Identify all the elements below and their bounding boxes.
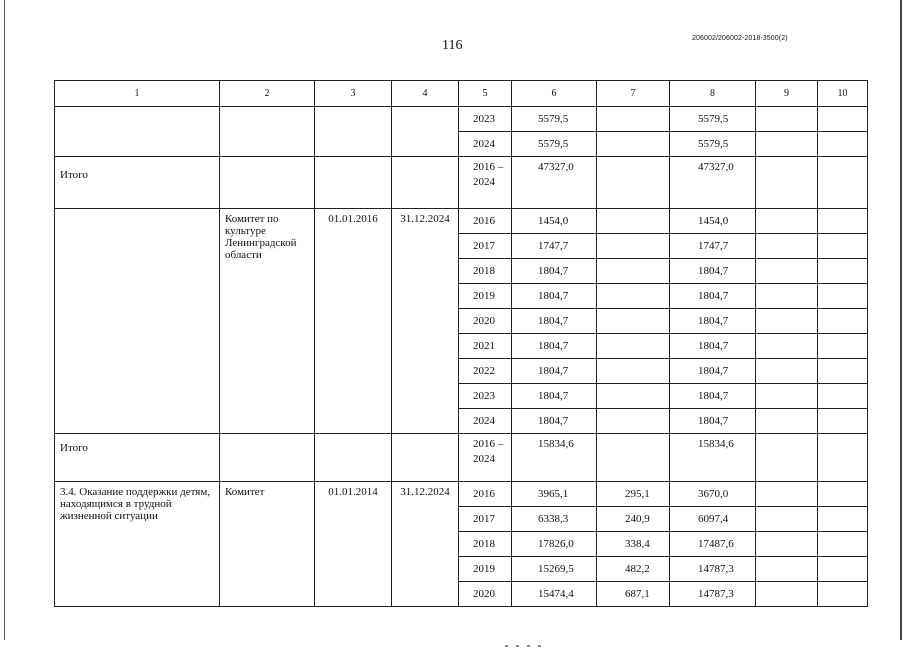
- federal-amount-cell: 482,2: [597, 557, 670, 582]
- total-amount-cell: 1454,0: [512, 209, 597, 234]
- regional-amount-cell: 1804,7: [670, 384, 756, 409]
- budget-table: [54, 80, 868, 607]
- header-cell: 6: [512, 81, 597, 107]
- empty-cell: [597, 157, 670, 209]
- end-date-cell: 31.12.2024: [392, 209, 459, 434]
- year-cell: 2017: [459, 507, 512, 532]
- total-amount-cell: 5579,5: [512, 132, 597, 157]
- total-row: [55, 157, 868, 209]
- empty-cell: [756, 409, 818, 434]
- regional-amount-cell: 5579,5: [670, 107, 756, 132]
- empty-cell: [818, 359, 868, 384]
- year-range-cell: [459, 157, 512, 209]
- regional-amount-cell: 3670,0: [670, 482, 756, 507]
- empty-cell: [756, 557, 818, 582]
- empty-cell: [756, 532, 818, 557]
- empty-cell: [756, 209, 818, 234]
- year-cell: 2019: [459, 557, 512, 582]
- header-cell: 10: [818, 81, 868, 107]
- total-label: Итого: [55, 157, 220, 209]
- header-cell: 4: [392, 81, 459, 107]
- regional-amount-cell: 6097,4: [670, 507, 756, 532]
- table-row: [55, 482, 868, 507]
- year-cell: 2024: [459, 409, 512, 434]
- empty-cell: [818, 132, 868, 157]
- federal-amount-cell: [597, 384, 670, 409]
- empty-cell: [818, 259, 868, 284]
- year-range-cell: [459, 434, 512, 482]
- regional-amount-cell: 14787,3: [670, 557, 756, 582]
- regional-amount-cell: 47327,0: [670, 157, 756, 209]
- total-amount-cell: 1804,7: [512, 284, 597, 309]
- empty-cell: [756, 157, 818, 209]
- federal-amount-cell: 687,1: [597, 582, 670, 607]
- empty-cell: [756, 582, 818, 607]
- total-amount-cell: 15834,6: [512, 434, 597, 482]
- federal-amount-cell: [597, 309, 670, 334]
- year-cell: 2023: [459, 384, 512, 409]
- year-cell: 2022: [459, 359, 512, 384]
- total-amount-cell: 17826,0: [512, 532, 597, 557]
- header-cell: 3: [315, 81, 392, 107]
- federal-amount-cell: [597, 107, 670, 132]
- regional-amount-cell: 1747,7: [670, 234, 756, 259]
- executor-cell: [220, 107, 315, 157]
- empty-cell: [220, 434, 315, 482]
- activity-name-cell: 3.4. Оказание поддержки детям, находящимся в трудной жизненной ситуации: [55, 482, 220, 607]
- empty-cell: [756, 384, 818, 409]
- empty-cell: [315, 157, 392, 209]
- empty-cell: [818, 384, 868, 409]
- empty-cell: [756, 284, 818, 309]
- executor-cell: Комитет по культуре Ленинградской области: [220, 209, 315, 434]
- empty-cell: [597, 434, 670, 482]
- year-to: 2024: [473, 453, 495, 465]
- federal-amount-cell: 295,1: [597, 482, 670, 507]
- empty-cell: [818, 334, 868, 359]
- year-from: 2016 –: [473, 438, 504, 450]
- empty-cell: [756, 359, 818, 384]
- empty-cell: [315, 434, 392, 482]
- end-date-cell: [392, 107, 459, 157]
- regional-amount-cell: 1804,7: [670, 259, 756, 284]
- total-amount-cell: 1804,7: [512, 309, 597, 334]
- total-amount-cell: 47327,0: [512, 157, 597, 209]
- empty-cell: [756, 309, 818, 334]
- year-cell: 2020: [459, 582, 512, 607]
- scan-marks: [505, 634, 565, 636]
- regional-amount-cell: 1804,7: [670, 409, 756, 434]
- regional-amount-cell: 1804,7: [670, 334, 756, 359]
- header-row: [55, 81, 868, 107]
- header-cell: 7: [597, 81, 670, 107]
- empty-cell: [756, 507, 818, 532]
- year-cell: 2018: [459, 259, 512, 284]
- empty-cell: [756, 334, 818, 359]
- year-cell: 2016: [459, 209, 512, 234]
- start-date-cell: 01.01.2014: [315, 482, 392, 607]
- year-to: 2024: [473, 176, 495, 188]
- empty-cell: [756, 434, 818, 482]
- total-amount-cell: 15474,4: [512, 582, 597, 607]
- federal-amount-cell: [597, 334, 670, 359]
- empty-cell: [818, 157, 868, 209]
- year-cell: 2019: [459, 284, 512, 309]
- regional-amount-cell: 5579,5: [670, 132, 756, 157]
- year-cell: 2018: [459, 532, 512, 557]
- empty-cell: [818, 309, 868, 334]
- table-row: [55, 209, 868, 234]
- total-amount-cell: 1804,7: [512, 259, 597, 284]
- regional-amount-cell: 1804,7: [670, 309, 756, 334]
- scan-edge-left: [4, 0, 5, 640]
- empty-cell: [392, 434, 459, 482]
- end-date-cell: 31.12.2024: [392, 482, 459, 607]
- total-amount-cell: 6338,3: [512, 507, 597, 532]
- empty-cell: [756, 234, 818, 259]
- empty-cell: [818, 482, 868, 507]
- empty-cell: [818, 507, 868, 532]
- executor-cell: Комитет: [220, 482, 315, 607]
- empty-cell: [756, 482, 818, 507]
- empty-cell: [756, 132, 818, 157]
- regional-amount-cell: 1804,7: [670, 284, 756, 309]
- header-cell: 5: [459, 81, 512, 107]
- federal-amount-cell: [597, 132, 670, 157]
- empty-cell: [818, 107, 868, 132]
- header-cell: 2: [220, 81, 315, 107]
- empty-cell: [392, 157, 459, 209]
- total-amount-cell: 1804,7: [512, 384, 597, 409]
- empty-cell: [818, 582, 868, 607]
- header-cell: 1: [55, 81, 220, 107]
- year-cell: 2023: [459, 107, 512, 132]
- empty-cell: [818, 557, 868, 582]
- regional-amount-cell: 14787,3: [670, 582, 756, 607]
- empty-cell: [818, 434, 868, 482]
- total-amount-cell: 1804,7: [512, 409, 597, 434]
- regional-amount-cell: 15834,6: [670, 434, 756, 482]
- year-cell: 2016: [459, 482, 512, 507]
- table-row: [55, 107, 868, 132]
- empty-cell: [818, 209, 868, 234]
- header-cell: 8: [670, 81, 756, 107]
- empty-cell: [818, 532, 868, 557]
- total-row: [55, 434, 868, 482]
- regional-amount-cell: 1804,7: [670, 359, 756, 384]
- federal-amount-cell: [597, 409, 670, 434]
- federal-amount-cell: 338,4: [597, 532, 670, 557]
- empty-cell: [756, 107, 818, 132]
- total-amount-cell: 3965,1: [512, 482, 597, 507]
- empty-cell: [756, 259, 818, 284]
- empty-cell: [818, 284, 868, 309]
- empty-cell: [818, 234, 868, 259]
- total-amount-cell: 1804,7: [512, 334, 597, 359]
- year-cell: 2020: [459, 309, 512, 334]
- start-date-cell: [315, 107, 392, 157]
- total-amount-cell: 15269,5: [512, 557, 597, 582]
- year-cell: 2024: [459, 132, 512, 157]
- federal-amount-cell: [597, 284, 670, 309]
- federal-amount-cell: 240,9: [597, 507, 670, 532]
- regional-amount-cell: 1454,0: [670, 209, 756, 234]
- page-number: 116: [442, 38, 463, 53]
- year-cell: 2021: [459, 334, 512, 359]
- scan-edge-right: [900, 0, 902, 640]
- federal-amount-cell: [597, 209, 670, 234]
- total-label: Итого: [55, 434, 220, 482]
- total-amount-cell: 1747,7: [512, 234, 597, 259]
- empty-cell: [220, 157, 315, 209]
- regional-amount-cell: 17487,6: [670, 532, 756, 557]
- name-cell: [55, 107, 220, 157]
- empty-cell: [818, 409, 868, 434]
- document-code: 206002/206002-2018-3500(2): [692, 35, 788, 42]
- total-amount-cell: 5579,5: [512, 107, 597, 132]
- year-cell: 2017: [459, 234, 512, 259]
- header-cell: 9: [756, 81, 818, 107]
- federal-amount-cell: [597, 359, 670, 384]
- name-cell: [55, 209, 220, 434]
- federal-amount-cell: [597, 234, 670, 259]
- start-date-cell: 01.01.2016: [315, 209, 392, 434]
- total-amount-cell: 1804,7: [512, 359, 597, 384]
- federal-amount-cell: [597, 259, 670, 284]
- year-from: 2016 –: [473, 161, 504, 173]
